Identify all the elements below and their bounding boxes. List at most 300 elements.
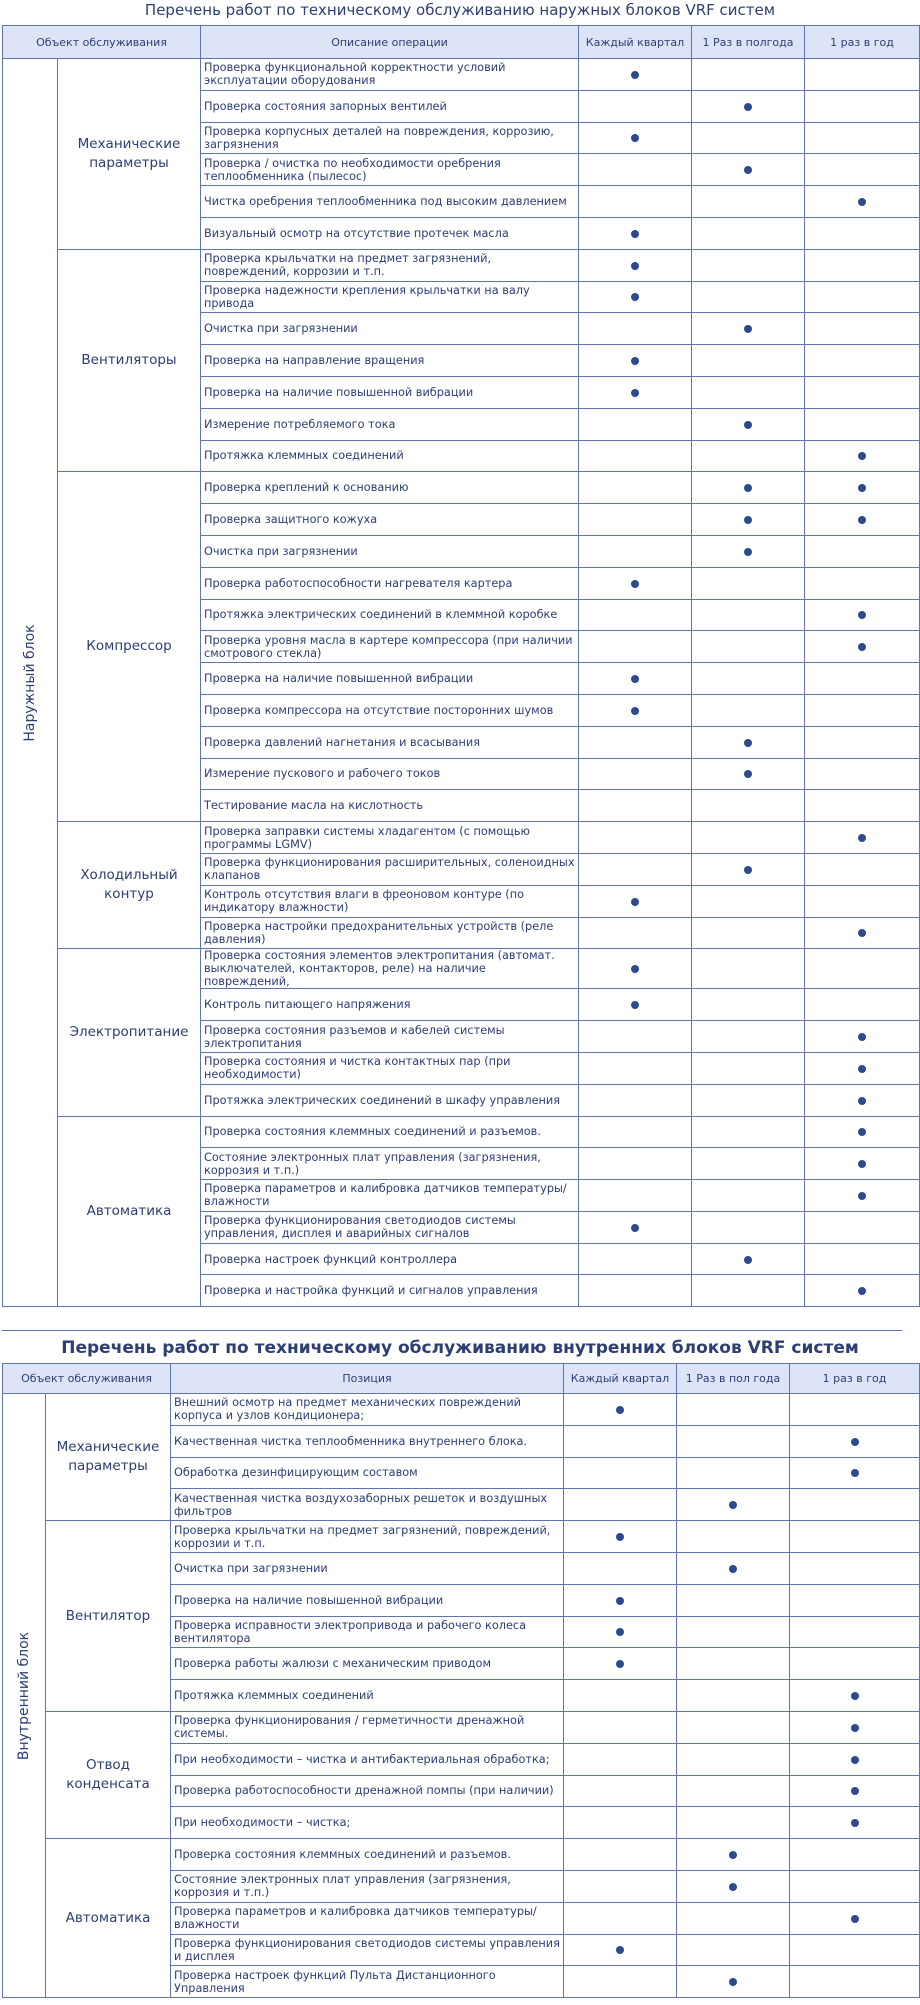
- bullet-dot-icon: [858, 643, 866, 651]
- operation-description: Проверка функционирования светодиодов системы управления и дисплея: [171, 1934, 564, 1966]
- quarterly-cell: [579, 186, 692, 218]
- bullet-dot-icon: [851, 1692, 859, 1700]
- column-header: Каждый квартал: [564, 1364, 677, 1394]
- semiannual-cell: [692, 1148, 805, 1180]
- quarterly-cell: [564, 1966, 677, 1998]
- quarterly-cell: [564, 1775, 677, 1807]
- operation-description: Проверка надежности крепления крыльчатки на валу привода: [201, 281, 579, 313]
- annual-cell: [805, 694, 920, 726]
- annual-cell: [805, 1180, 920, 1212]
- bullet-dot-icon: [616, 1406, 624, 1414]
- operation-description: Проверка / очистка по необходимости оребрения теплообменника (пылесос): [201, 154, 579, 186]
- operation-description: Проверка состояния элементов электропитания (автомат. выключателей, контакторов, реле) на наличие повреждений,: [201, 949, 579, 989]
- annual-cell: [805, 726, 920, 758]
- bullet-dot-icon: [631, 230, 639, 238]
- table-row: [3, 1839, 920, 1871]
- semiannual-cell: [692, 535, 805, 567]
- annual-cell: [805, 853, 920, 885]
- quarterly-cell: [579, 472, 692, 504]
- operation-description: Состояние электронных плат управления (загрязнения, коррозия и т.п.): [171, 1870, 564, 1902]
- annual-cell: [805, 663, 920, 695]
- semiannual-cell: [677, 1616, 790, 1648]
- operation-description: Проверка на наличие повышенной вибрации: [171, 1584, 564, 1616]
- semiannual-cell: [692, 90, 805, 122]
- semiannual-cell: [692, 1021, 805, 1053]
- semiannual-cell: [677, 1552, 790, 1584]
- operation-description: Состояние электронных плат управления (загрязнения, коррозия и т.п.): [201, 1148, 579, 1180]
- semiannual-cell: [692, 885, 805, 917]
- operation-description: Проверка креплений к основанию: [201, 472, 579, 504]
- quarterly-cell: [579, 663, 692, 695]
- group-label: Автоматика: [58, 1116, 201, 1307]
- quarterly-cell: [564, 1489, 677, 1521]
- operation-description: Измерение потребляемого тока: [201, 408, 579, 440]
- quarterly-cell: [579, 122, 692, 154]
- operation-description: Проверка функционирования / герметичности дренажной системы.: [171, 1711, 564, 1743]
- annual-cell: [805, 59, 920, 91]
- semiannual-cell: [692, 1243, 805, 1275]
- operation-description: Проверка компрессора на отсутствие посторонних шумов: [201, 694, 579, 726]
- quarterly-cell: [579, 1021, 692, 1053]
- quarterly-cell: [579, 440, 692, 472]
- column-header: Объект обслуживания: [3, 1364, 171, 1394]
- annual-cell: [805, 472, 920, 504]
- operation-description: Протяжка электрических соединений в шкафу управления: [201, 1084, 579, 1116]
- bullet-dot-icon: [631, 357, 639, 365]
- operation-description: Контроль питающего напряжения: [201, 989, 579, 1021]
- annual-cell: [790, 1870, 920, 1902]
- quarterly-cell: [579, 949, 692, 989]
- bullet-dot-icon: [744, 866, 752, 874]
- quarterly-cell: [579, 567, 692, 599]
- group-label: Механические параметры: [58, 59, 201, 250]
- quarterly-cell: [579, 408, 692, 440]
- annual-cell: [805, 249, 920, 281]
- quarterly-cell: [579, 1052, 692, 1084]
- table-row: [3, 1521, 920, 1553]
- bullet-dot-icon: [616, 1533, 624, 1541]
- quarterly-cell: [579, 217, 692, 249]
- column-header: 1 Раз в пол года: [677, 1364, 790, 1394]
- operation-description: Проверка на направление вращения: [201, 345, 579, 377]
- operation-description: Проверка состояния клеммных соединений и разъемов.: [201, 1116, 579, 1148]
- group-label: Электропитание: [58, 949, 201, 1116]
- semiannual-cell: [692, 758, 805, 790]
- operation-description: Проверка работоспособности дренажной помпы (при наличии): [171, 1775, 564, 1807]
- bullet-dot-icon: [858, 1160, 866, 1168]
- semiannual-cell: [692, 186, 805, 218]
- operation-description: Контроль отсутствия влаги в фреоновом контуре (по индикатору влажности): [201, 885, 579, 917]
- operation-description: Проверка состояния запорных вентилей: [201, 90, 579, 122]
- semiannual-cell: [692, 472, 805, 504]
- semiannual-cell: [677, 1521, 790, 1553]
- annual-cell: [805, 567, 920, 599]
- semiannual-cell: [677, 1934, 790, 1966]
- annual-cell: [790, 1616, 920, 1648]
- operation-description: Проверка на наличие повышенной вибрации: [201, 376, 579, 408]
- operation-description: Протяжка электрических соединений в клеммной коробке: [201, 599, 579, 631]
- bullet-dot-icon: [744, 548, 752, 556]
- bullet-dot-icon: [631, 965, 639, 973]
- annual-cell: [790, 1648, 920, 1680]
- semiannual-cell: [692, 631, 805, 663]
- group-label: Отвод конденсата: [46, 1711, 171, 1838]
- annual-cell: [805, 1052, 920, 1084]
- quarterly-cell: [579, 1275, 692, 1307]
- operation-description: Очистка при загрязнении: [201, 313, 579, 345]
- bullet-dot-icon: [616, 1660, 624, 1668]
- semiannual-cell: [692, 949, 805, 989]
- page-title-indoor: Перечень работ по техническому обслуживанию внутренних блоков VRF систем: [61, 1338, 859, 1358]
- quarterly-cell: [564, 1616, 677, 1648]
- quarterly-cell: [579, 504, 692, 536]
- annual-cell: [805, 631, 920, 663]
- operation-description: Проверка давлений нагнетания и всасывания: [201, 726, 579, 758]
- annual-cell: [790, 1425, 920, 1457]
- annual-cell: [790, 1680, 920, 1712]
- annual-cell: [805, 822, 920, 854]
- table-row: [3, 1394, 920, 1426]
- semiannual-cell: [692, 1084, 805, 1116]
- unit-cell: [3, 59, 58, 1307]
- semiannual-cell: [692, 1275, 805, 1307]
- quarterly-cell: [564, 1457, 677, 1489]
- quarterly-cell: [579, 599, 692, 631]
- annual-cell: [790, 1711, 920, 1743]
- quarterly-cell: [579, 758, 692, 790]
- operation-description: Протяжка клеммных соединений: [201, 440, 579, 472]
- bullet-dot-icon: [631, 134, 639, 142]
- table-row: [3, 1711, 920, 1743]
- table-row: [3, 949, 920, 989]
- annual-cell: [805, 1084, 920, 1116]
- semiannual-cell: [692, 1116, 805, 1148]
- quarterly-cell: [564, 1870, 677, 1902]
- operation-description: Обработка дезинфицирующим составом: [171, 1457, 564, 1489]
- header-row: [3, 26, 920, 59]
- bullet-dot-icon: [858, 198, 866, 206]
- column-header: 1 раз в год: [805, 26, 920, 59]
- semiannual-cell: [677, 1457, 790, 1489]
- table-row: [3, 472, 920, 504]
- quarterly-cell: [579, 726, 692, 758]
- quarterly-cell: [579, 535, 692, 567]
- operation-description: Протяжка клеммных соединений: [171, 1680, 564, 1712]
- semiannual-cell: [677, 1680, 790, 1712]
- bullet-dot-icon: [851, 1756, 859, 1764]
- bullet-dot-icon: [744, 166, 752, 174]
- quarterly-cell: [564, 1711, 677, 1743]
- semiannual-cell: [692, 694, 805, 726]
- semiannual-cell: [677, 1711, 790, 1743]
- operation-description: Чистка оребрения теплообменника под высоким давлением: [201, 186, 579, 218]
- quarterly-cell: [579, 281, 692, 313]
- annual-cell: [805, 1243, 920, 1275]
- column-header: 1 Раз в полгода: [692, 26, 805, 59]
- column-header: 1 раз в год: [790, 1364, 920, 1394]
- quarterly-cell: [564, 1902, 677, 1934]
- bullet-dot-icon: [858, 1192, 866, 1200]
- annual-cell: [790, 1457, 920, 1489]
- quarterly-cell: [579, 1211, 692, 1243]
- semiannual-cell: [692, 217, 805, 249]
- annual-cell: [805, 758, 920, 790]
- bullet-dot-icon: [858, 484, 866, 492]
- bullet-dot-icon: [858, 516, 866, 524]
- unit-label: Внутренний блок: [16, 1631, 32, 1760]
- semiannual-cell: [677, 1394, 790, 1426]
- operation-description: Качественная чистка теплообменника внутреннего блока.: [171, 1425, 564, 1457]
- quarterly-cell: [579, 631, 692, 663]
- bullet-dot-icon: [851, 1819, 859, 1827]
- bullet-dot-icon: [744, 484, 752, 492]
- quarterly-cell: [564, 1680, 677, 1712]
- operation-description: Очистка при загрязнении: [201, 535, 579, 567]
- bullet-dot-icon: [616, 1628, 624, 1636]
- operation-description: Проверка заправки системы хладагентом (с помощью программы LGMV): [201, 822, 579, 854]
- annual-cell: [805, 90, 920, 122]
- annual-cell: [790, 1584, 920, 1616]
- operation-description: Проверка состояния разъемов и кабелей системы электропитания: [201, 1021, 579, 1053]
- annual-cell: [805, 345, 920, 377]
- operation-description: Проверка и настройка функций и сигналов управления: [201, 1275, 579, 1307]
- operation-description: Проверка состояния и чистка контактных пар (при необходимости): [201, 1052, 579, 1084]
- quarterly-cell: [564, 1807, 677, 1839]
- semiannual-cell: [692, 599, 805, 631]
- semiannual-cell: [692, 790, 805, 822]
- quarterly-cell: [579, 694, 692, 726]
- header-row: [3, 1364, 920, 1394]
- bullet-dot-icon: [631, 675, 639, 683]
- quarterly-cell: [564, 1425, 677, 1457]
- semiannual-cell: [677, 1966, 790, 1998]
- bullet-dot-icon: [616, 1946, 624, 1954]
- group-label: Механические параметры: [46, 1394, 171, 1521]
- bullet-dot-icon: [729, 1565, 737, 1573]
- operation-description: Проверка функционирования светодиодов системы управления, дисплея и аварийных сигналов: [201, 1211, 579, 1243]
- semiannual-cell: [692, 313, 805, 345]
- annual-cell: [805, 1148, 920, 1180]
- column-header: Описание операции: [201, 26, 579, 59]
- bullet-dot-icon: [744, 770, 752, 778]
- semiannual-cell: [692, 345, 805, 377]
- semiannual-cell: [692, 1052, 805, 1084]
- annual-cell: [790, 1521, 920, 1553]
- indoor-maintenance-table: [2, 1363, 920, 1998]
- annual-cell: [805, 408, 920, 440]
- bullet-dot-icon: [616, 1597, 624, 1605]
- quarterly-cell: [579, 885, 692, 917]
- bullet-dot-icon: [744, 739, 752, 747]
- operation-description: Проверка параметров и калибровка датчиков температуры/влажности: [171, 1902, 564, 1934]
- quarterly-cell: [564, 1839, 677, 1871]
- column-header: Каждый квартал: [579, 26, 692, 59]
- semiannual-cell: [677, 1870, 790, 1902]
- operation-description: Проверка функционирования расширительных, соленоидных клапанов: [201, 853, 579, 885]
- semiannual-cell: [692, 154, 805, 186]
- operation-description: Проверка исправности электропривода и рабочего колеса вентилятора: [171, 1616, 564, 1648]
- semiannual-cell: [692, 663, 805, 695]
- table-row: [3, 249, 920, 281]
- bullet-dot-icon: [858, 834, 866, 842]
- semiannual-cell: [692, 504, 805, 536]
- bullet-dot-icon: [851, 1724, 859, 1732]
- quarterly-cell: [579, 822, 692, 854]
- operation-description: Проверка настроек функций Пульта Дистанционного Управления: [171, 1966, 564, 1998]
- operation-description: Проверка на наличие повышенной вибрации: [201, 663, 579, 695]
- semiannual-cell: [677, 1902, 790, 1934]
- semiannual-cell: [692, 1180, 805, 1212]
- operation-description: Проверка настроек функций контроллера: [201, 1243, 579, 1275]
- quarterly-cell: [564, 1552, 677, 1584]
- operation-description: Визуальный осмотр на отсутствие протечек масла: [201, 217, 579, 249]
- quarterly-cell: [579, 313, 692, 345]
- quarterly-cell: [579, 1116, 692, 1148]
- quarterly-cell: [579, 790, 692, 822]
- semiannual-cell: [692, 59, 805, 91]
- bullet-dot-icon: [631, 1001, 639, 1009]
- annual-cell: [805, 154, 920, 186]
- table-row: [3, 822, 920, 854]
- annual-cell: [805, 313, 920, 345]
- operation-description: Качественная чистка воздухозаборных решеток и воздушных фильтров: [171, 1489, 564, 1521]
- group-label: Холодильный контур: [58, 822, 201, 949]
- annual-cell: [790, 1552, 920, 1584]
- semiannual-cell: [692, 376, 805, 408]
- bullet-dot-icon: [631, 898, 639, 906]
- bullet-dot-icon: [729, 1501, 737, 1509]
- section-divider: [2, 1330, 902, 1331]
- semiannual-cell: [692, 122, 805, 154]
- bullet-dot-icon: [744, 1256, 752, 1264]
- annual-cell: [790, 1807, 920, 1839]
- semiannual-cell: [692, 440, 805, 472]
- quarterly-cell: [579, 1243, 692, 1275]
- bullet-dot-icon: [631, 707, 639, 715]
- quarterly-cell: [579, 59, 692, 91]
- bullet-dot-icon: [858, 452, 866, 460]
- semiannual-cell: [677, 1648, 790, 1680]
- quarterly-cell: [564, 1743, 677, 1775]
- bullet-dot-icon: [851, 1915, 859, 1923]
- bullet-dot-icon: [744, 325, 752, 333]
- semiannual-cell: [677, 1807, 790, 1839]
- annual-cell: [805, 440, 920, 472]
- quarterly-cell: [579, 249, 692, 281]
- operation-description: Проверка параметров и калибровка датчиков температуры/влажности: [201, 1180, 579, 1212]
- bullet-dot-icon: [631, 580, 639, 588]
- bullet-dot-icon: [851, 1438, 859, 1446]
- annual-cell: [805, 122, 920, 154]
- page-title-outdoor: Перечень работ по техническому обслуживанию наружных блоков VRF систем: [144, 1, 776, 19]
- operation-description: Проверка защитного кожуха: [201, 504, 579, 536]
- annual-cell: [790, 1966, 920, 1998]
- semiannual-cell: [677, 1775, 790, 1807]
- quarterly-cell: [564, 1521, 677, 1553]
- annual-cell: [790, 1394, 920, 1426]
- group-label: Вентиляторы: [58, 249, 201, 472]
- quarterly-cell: [579, 376, 692, 408]
- quarterly-cell: [579, 1084, 692, 1116]
- annual-cell: [790, 1489, 920, 1521]
- bullet-dot-icon: [631, 262, 639, 270]
- annual-cell: [790, 1902, 920, 1934]
- quarterly-cell: [564, 1934, 677, 1966]
- quarterly-cell: [579, 917, 692, 949]
- bullet-dot-icon: [744, 516, 752, 524]
- quarterly-cell: [579, 90, 692, 122]
- quarterly-cell: [579, 853, 692, 885]
- annual-cell: [790, 1934, 920, 1966]
- semiannual-cell: [692, 917, 805, 949]
- unit-label: Наружный блок: [22, 624, 38, 742]
- bullet-dot-icon: [729, 1978, 737, 1986]
- operation-description: Проверка работы жалюзи с механическим приводом: [171, 1648, 564, 1680]
- semiannual-cell: [677, 1489, 790, 1521]
- bullet-dot-icon: [851, 1469, 859, 1477]
- semiannual-cell: [692, 1211, 805, 1243]
- semiannual-cell: [677, 1425, 790, 1457]
- outdoor-maintenance-table: [2, 25, 920, 1307]
- quarterly-cell: [579, 1180, 692, 1212]
- bullet-dot-icon: [631, 1224, 639, 1232]
- annual-cell: [805, 885, 920, 917]
- annual-cell: [805, 949, 920, 989]
- annual-cell: [805, 1116, 920, 1148]
- annual-cell: [805, 917, 920, 949]
- annual-cell: [805, 1275, 920, 1307]
- annual-cell: [805, 1211, 920, 1243]
- annual-cell: [805, 790, 920, 822]
- annual-cell: [805, 186, 920, 218]
- annual-cell: [805, 535, 920, 567]
- operation-description: При необходимости – чистка;: [171, 1807, 564, 1839]
- bullet-dot-icon: [858, 1065, 866, 1073]
- bullet-dot-icon: [851, 1787, 859, 1795]
- operation-description: Внешний осмотр на предмет механических повреждений корпуса и узлов кондиционера;: [171, 1394, 564, 1426]
- bullet-dot-icon: [858, 1097, 866, 1105]
- bullet-dot-icon: [631, 293, 639, 301]
- annual-cell: [805, 217, 920, 249]
- group-label: Автоматика: [46, 1839, 171, 1998]
- semiannual-cell: [692, 408, 805, 440]
- bullet-dot-icon: [858, 1033, 866, 1041]
- bullet-dot-icon: [858, 611, 866, 619]
- operation-description: Проверка функциональной корректности условий эксплуатации оборудования: [201, 59, 579, 91]
- group-label: Компрессор: [58, 472, 201, 822]
- quarterly-cell: [564, 1394, 677, 1426]
- semiannual-cell: [677, 1584, 790, 1616]
- annual-cell: [805, 1021, 920, 1053]
- semiannual-cell: [692, 249, 805, 281]
- bullet-dot-icon: [729, 1883, 737, 1891]
- bullet-dot-icon: [744, 421, 752, 429]
- semiannual-cell: [677, 1743, 790, 1775]
- operation-description: Проверка состояния клеммных соединений и разъемов.: [171, 1839, 564, 1871]
- bullet-dot-icon: [631, 71, 639, 79]
- quarterly-cell: [579, 154, 692, 186]
- annual-cell: [805, 504, 920, 536]
- operation-description: Очистка при загрязнении: [171, 1552, 564, 1584]
- table-row: [3, 1116, 920, 1148]
- operation-description: Проверка корпусных деталей на повреждения, коррозию, загрязнения: [201, 122, 579, 154]
- semiannual-cell: [692, 989, 805, 1021]
- bullet-dot-icon: [858, 1287, 866, 1295]
- table-row: [3, 59, 920, 91]
- group-label: Вентилятор: [46, 1521, 171, 1712]
- unit-cell: [3, 1394, 46, 1998]
- annual-cell: [790, 1775, 920, 1807]
